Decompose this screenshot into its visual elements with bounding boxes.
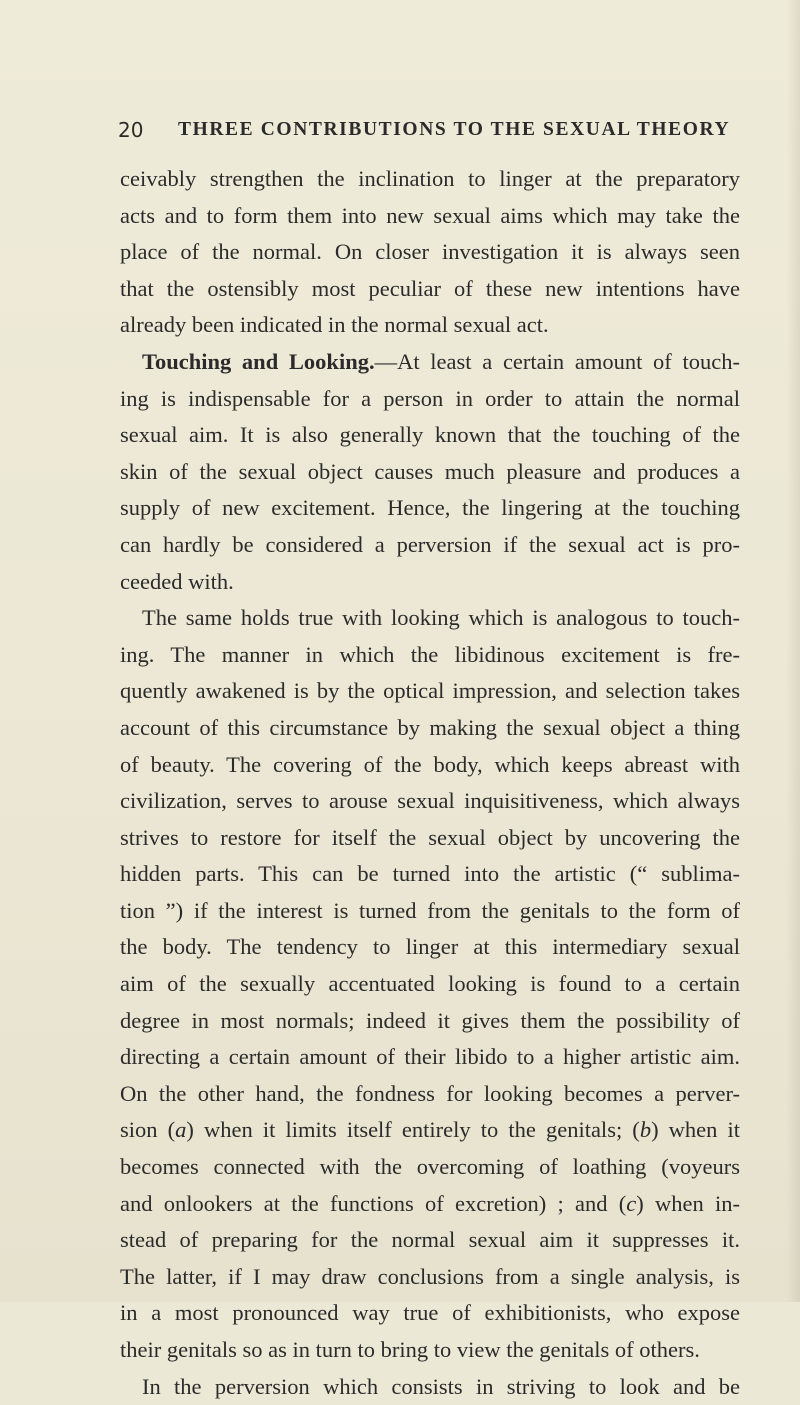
text-line: their genitals so as in turn to bring to view the genitals of others. [120,1337,700,1362]
text-line: directing a certain amount of their libido to a higher artistic aim. [120,1044,740,1070]
text-line: ceivably strengthen the inclination to linger at the preparatory [120,166,740,191]
text-line: civilization, serves to arouse sexual inquisitiveness, which always [120,788,740,814]
text-line [120,1186,740,1223]
running-title: THREE CONTRIBUTIONS TO THE SEXUAL THEORY [178,119,731,140]
text-line: of beauty. The covering of the body, which keeps abreast with [120,751,740,777]
page-number: 20 [118,118,144,142]
list-marker: c [626,1190,637,1216]
text-line: ing. The manner in which the libidinous excitement is fre- [120,641,740,667]
text-line: can hardly be considered a perversion if the sexual act is pro- [120,531,740,557]
list-marker: a [175,1117,187,1143]
text-line: becomes connected with the overcoming of loathing (voyeurs [120,1154,740,1180]
text-line [120,1112,740,1149]
text-line: the body. The tendency to linger at this intermediary sexual [120,934,740,960]
text-line: ing is indispensable for a person in order to attain the normal [120,385,740,411]
text-span: ) when it [651,1117,741,1143]
text-line [120,344,740,381]
page-header [118,118,758,148]
page-edge-shadow [786,0,800,1302]
text-line: in a most pronounced way true of exhibitionists, who expose [120,1300,740,1326]
text-line: strives to restore for itself the sexual object by uncovering the [120,824,740,850]
text-span: —At least a certain amount of touch- [374,348,740,374]
text-line: The same holds true with looking which is analogous to touch- [142,605,740,631]
text-line: account of this circumstance by making the sexual object a thing [120,714,740,740]
text-line: place of the normal. On closer investigation it is always seen [120,239,740,265]
text-line: In the perversion which consists in striving to look and be [142,1373,740,1399]
text-line: stead of preparing for the normal sexual aim it suppresses it. [120,1227,740,1253]
text-span: ) when it limits itself entirely to the genitals; ( [186,1117,640,1143]
text-line: skin of the sexual object causes much pleasure and produces a [120,458,740,484]
text-line: already been indicated in the normal sexual act. [120,312,549,338]
text-line: The latter, if I may draw conclusions from a single analysis, is [120,1263,740,1289]
body-text [120,161,740,1405]
text-span: and onlookers at the functions of excretion) ; and ( [120,1190,627,1216]
text-span: ) when in- [636,1190,741,1216]
text-line: acts and to form them into new sexual aims which may take the [120,202,740,228]
text-line: that the ostensibly most peculiar of these new intentions have [120,275,740,301]
text-line: On the other hand, the fondness for looking becomes a perver- [120,1080,740,1106]
text-line: quently awakened is by the optical impression, and selection takes [120,678,740,704]
text-span: sion ( [120,1117,176,1143]
list-marker: b [639,1117,652,1143]
text-line: supply of new excitement. Hence, the lingering at the touching [120,495,740,521]
text-line: sexual aim. It is also generally known that the touching of the [120,422,740,448]
text-line: ceeded with. [120,568,234,594]
text-line: degree in most normals; indeed it gives them the possibility of [120,1007,740,1033]
section-heading: Touching and Looking. [142,348,375,374]
text-line: aim of the sexually accentuated looking is found to a certain [120,971,740,997]
text-line: tion ”) if the interest is turned from the genitals to the form of [120,897,740,923]
text-line: hidden parts. This can be turned into the artistic (“ sublima- [120,861,740,887]
